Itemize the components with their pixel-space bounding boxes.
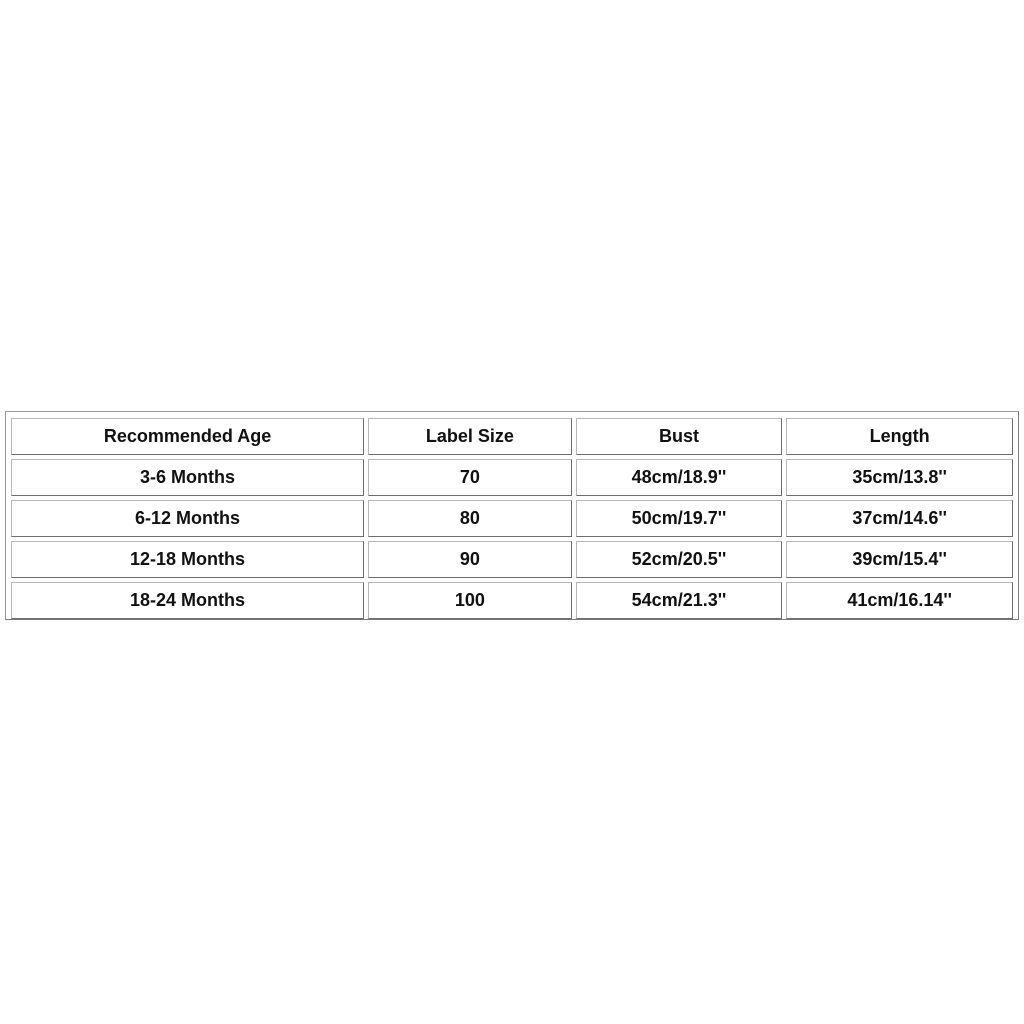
cell-age: 12-18 Months [11, 541, 364, 578]
header-bust: Bust [576, 418, 783, 455]
table-row [11, 459, 1013, 496]
cell-label-size: 80 [368, 500, 572, 537]
cell-length: 37cm/14.6'' [786, 500, 1013, 537]
table-row [11, 500, 1013, 537]
cell-age: 18-24 Months [11, 582, 364, 619]
header-row [11, 418, 1013, 455]
cell-label-size: 90 [368, 541, 572, 578]
cell-label-size: 70 [368, 459, 572, 496]
cell-bust: 54cm/21.3'' [576, 582, 783, 619]
header-recommended-age: Recommended Age [11, 418, 364, 455]
cell-length: 41cm/16.14'' [786, 582, 1013, 619]
cell-age: 3-6 Months [11, 459, 364, 496]
cell-age: 6-12 Months [11, 500, 364, 537]
cell-bust: 50cm/19.7'' [576, 500, 783, 537]
table-row [11, 582, 1013, 619]
header-label-size: Label Size [368, 418, 572, 455]
header-length: Length [786, 418, 1013, 455]
cell-bust: 48cm/18.9'' [576, 459, 783, 496]
size-chart-table [7, 414, 1017, 623]
cell-length: 35cm/13.8'' [786, 459, 1013, 496]
size-chart-frame [5, 411, 1019, 620]
cell-length: 39cm/15.4'' [786, 541, 1013, 578]
cell-label-size: 100 [368, 582, 572, 619]
table-row [11, 541, 1013, 578]
cell-bust: 52cm/20.5'' [576, 541, 783, 578]
